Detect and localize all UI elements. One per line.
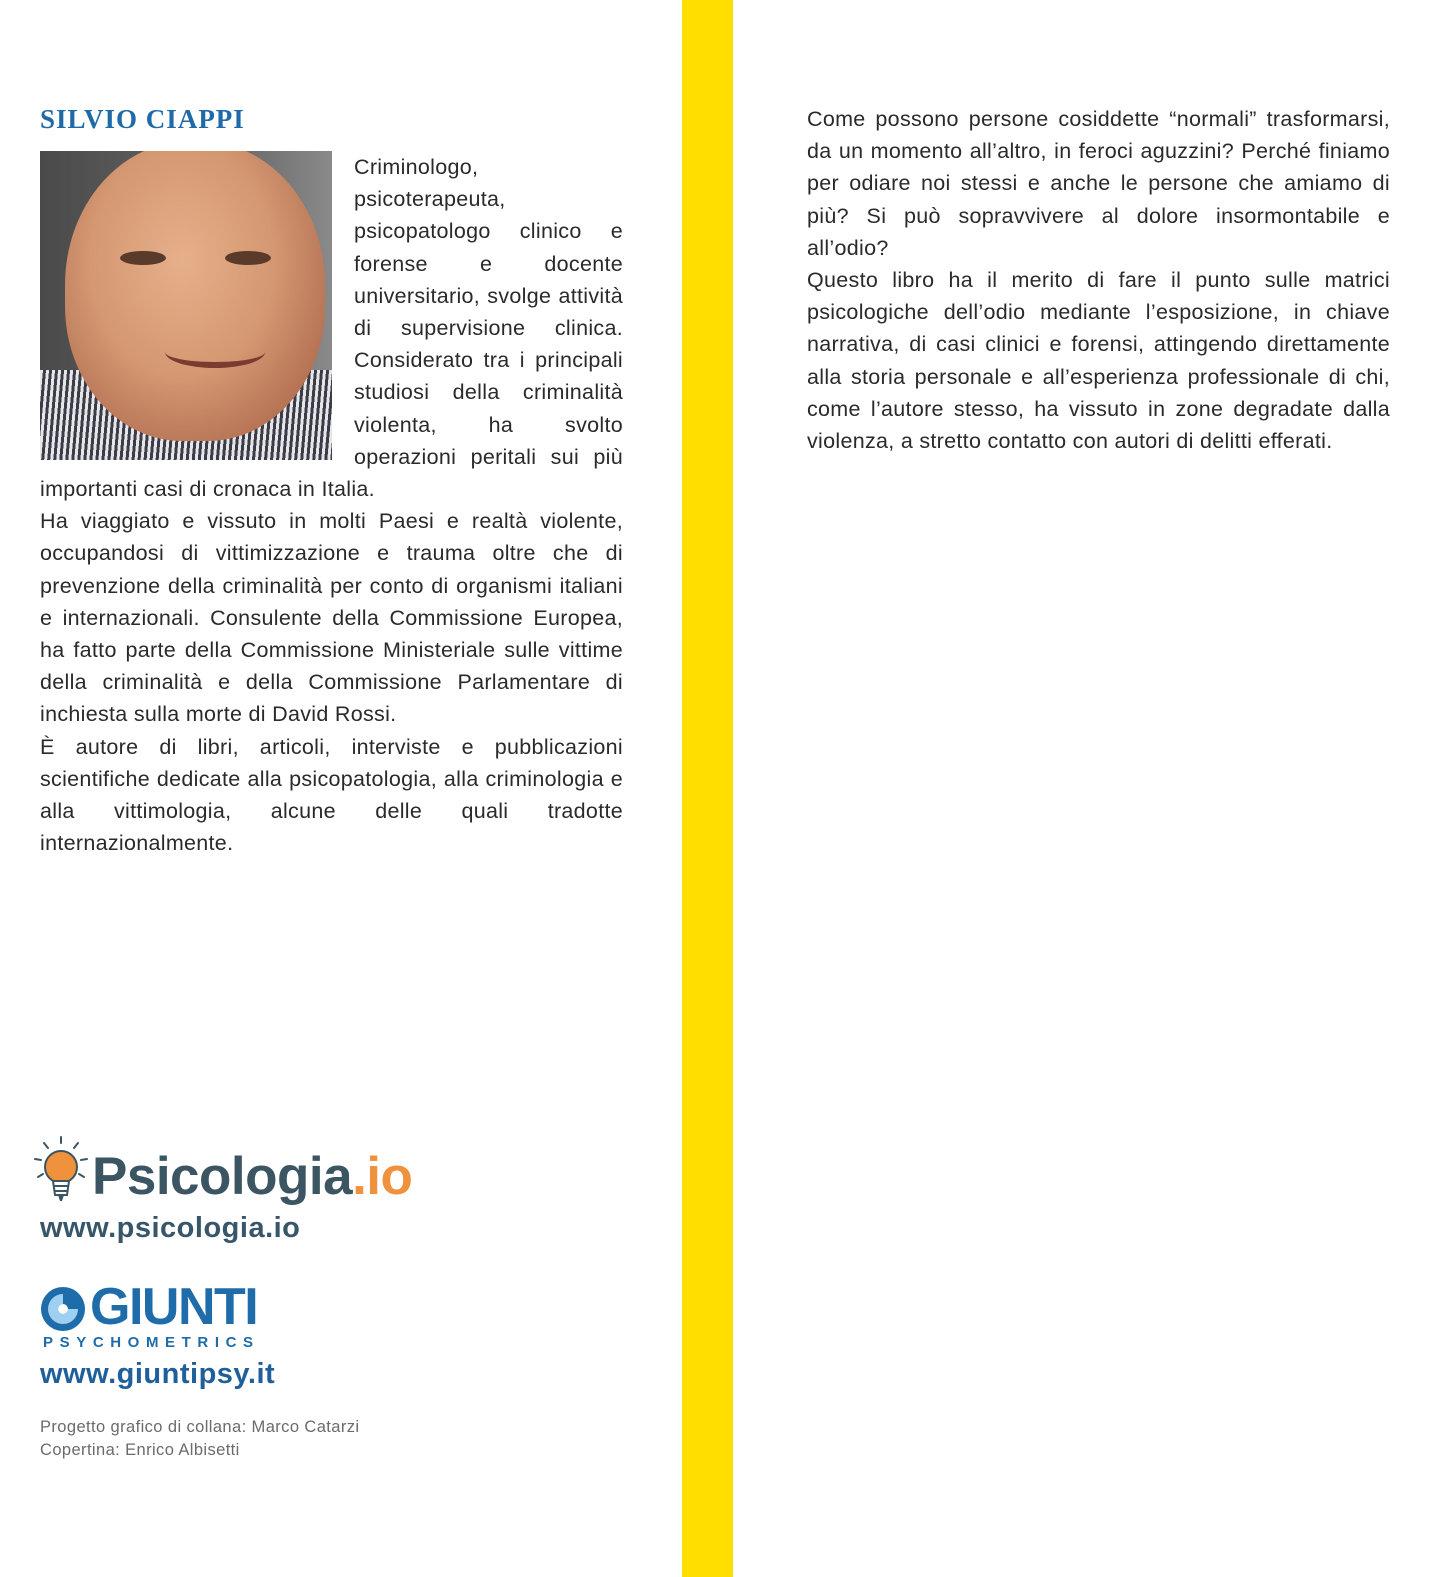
cover-credit: Copertina: Enrico Albisetti (40, 1441, 240, 1459)
author-face (65, 151, 325, 441)
author-photo (40, 151, 332, 460)
credits (40, 1416, 359, 1462)
giunti-url[interactable]: www.giuntipsy.it (40, 1358, 276, 1390)
book-blurb (807, 103, 1390, 457)
author-section (40, 100, 623, 859)
yellow-spine (682, 0, 733, 1577)
right-eye (225, 251, 271, 265)
bio-paragraph: Ha viaggiato e vissuto in molti Paesi e realtà violente, occupandosi di vittimizzazione e trauma oltre che di prevenzione della criminalità per conto di organismi italiani e internazionali. Consulente della Commissione Europea, ha fatto parte della Commissione Ministeriale sulle vittime della criminalità e della Commissione Parlamentare di inchiesta sulla morte di David Rossi. (40, 509, 623, 727)
psicologia-url[interactable]: www.psicologia.io (40, 1212, 301, 1244)
bio-paragraph: Criminologo, psicoterapeuta, psicopatologo clinico e forense e docente universitario, svolge attività di supervisione clinica. Considerato tra i principali studiosi della criminalità violenta, ha svolto operazioni peritali sui più importanti casi di cronaca in Italia. (40, 155, 623, 502)
left-eye (120, 251, 166, 265)
giunti-logo (40, 1278, 290, 1354)
author-bio (40, 151, 623, 859)
psicologia-logo (32, 1135, 432, 1213)
giunti-wordmark: GIUNTI (90, 1278, 258, 1336)
author-name: SILVIO CIAPPI (40, 104, 245, 134)
giunti-subtitle: PSYCHOMETRICS (43, 1334, 260, 1351)
psicologia-suffix: .io (352, 1147, 413, 1206)
bio-paragraph: È autore di libri, articoli, interviste e pubblicazioni scientifiche dedicate alla psicopatologia, alla criminologia e alla vittimologia, alcune delle quali tradotte internazionalmente. (40, 734, 623, 856)
lightbulb-icon (32, 1135, 90, 1205)
psicologia-wordmark (92, 1145, 412, 1209)
blurb-paragraph: Questo libro ha il merito di fare il punto sulle matrici psicologiche dell’odio mediante l’esposizione, in chiave narrativa, di casi clinici e forensi, attingendo direttamente alla storia personale e all’esperienza professionale di chi, come l’autore stesso, ha vissuto in zone degradate dalla violenza, a stretto contatto con autori di delitti efferati. (807, 268, 1390, 454)
giunti-globe-icon (40, 1286, 86, 1332)
smile (165, 336, 265, 368)
psicologia-name: Psicologia (92, 1147, 353, 1206)
series-design-credit: Progetto grafico di collana: Marco Catarzi (40, 1418, 360, 1436)
blurb-paragraph: Come possono persone cosiddette “normali” trasformarsi, da un momento all’altro, in feroci aguzzini? Perché finiamo per odiare noi stessi e anche le persone che amiamo di più? Si può sopravvivere al dolore insormontabile e all’odio? (807, 107, 1390, 260)
